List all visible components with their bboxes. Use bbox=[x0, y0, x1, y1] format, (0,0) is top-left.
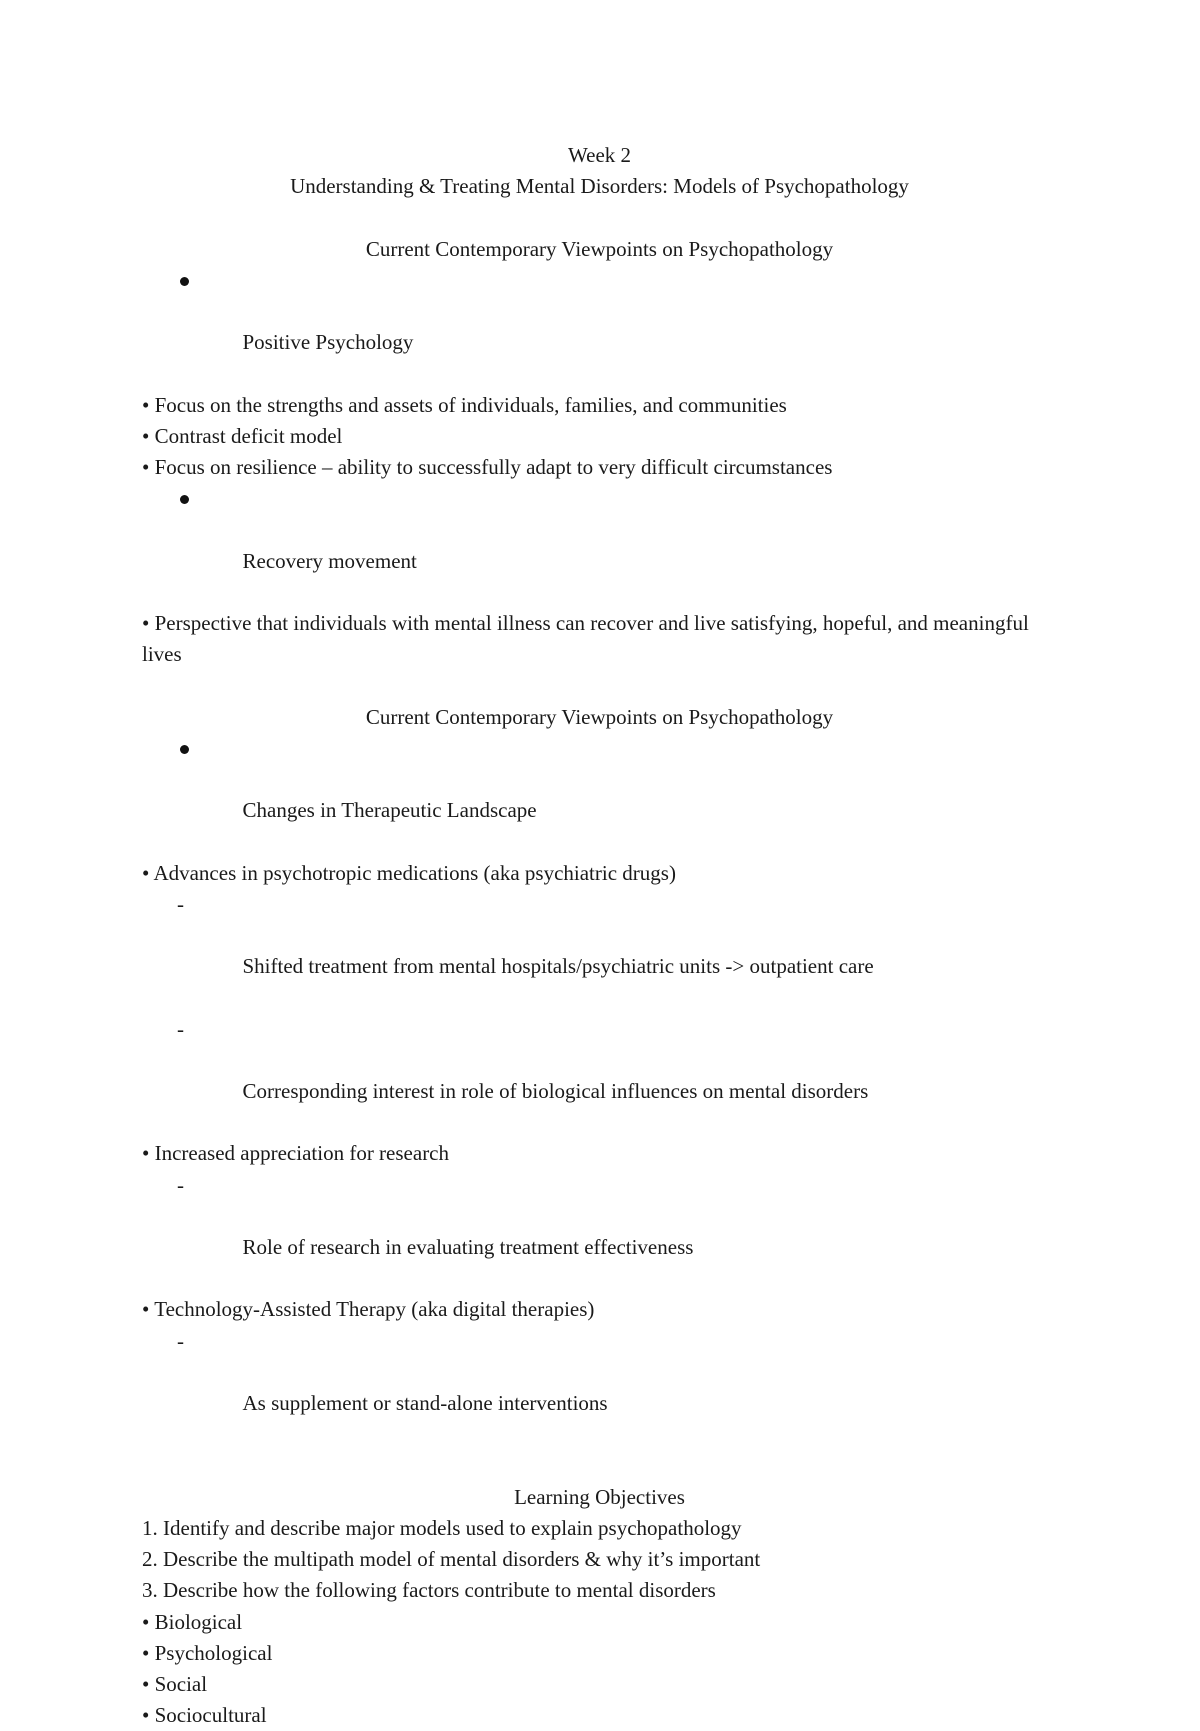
bullet-item bbox=[142, 265, 1057, 390]
sub-item-text: Shifted treatment from mental hospitals/psychiatric units -> outpatient care bbox=[242, 954, 874, 979]
bullet-dot-icon bbox=[180, 277, 189, 286]
objective-line: 2. Describe the multipath model of mental disorders & why it’s important bbox=[142, 1547, 761, 1572]
list-line: • Advances in psychotropic medications (aka psychiatric drugs) bbox=[142, 860, 676, 885]
section-heading: Current Contemporary Viewpoints on Psychopathology bbox=[365, 704, 834, 729]
objective-line: 3. Describe how the following factors contribute to mental disorders bbox=[142, 1578, 716, 1603]
factor-line: • Social bbox=[142, 1671, 208, 1696]
sub-item-text: As supplement or stand-alone interventions bbox=[242, 1391, 608, 1416]
factor-line: • Sociocultural bbox=[142, 1703, 267, 1728]
spacer bbox=[142, 202, 1057, 233]
sub-item bbox=[142, 1014, 1057, 1139]
factor-line: • Psychological bbox=[142, 1640, 273, 1665]
bullet-item bbox=[142, 483, 1057, 608]
list-line: • Increased appreciation for research bbox=[142, 1141, 450, 1166]
spacer bbox=[142, 670, 1057, 701]
sub-item bbox=[142, 1326, 1057, 1451]
sub-item-text: Role of research in evaluating treatment effectiveness bbox=[242, 1235, 694, 1260]
document-body bbox=[142, 140, 1057, 1731]
list-line: • Technology-Assisted Therapy (aka digital therapies) bbox=[142, 1297, 595, 1322]
dash-bullet-icon: - bbox=[177, 1328, 184, 1353]
dash-bullet-icon: - bbox=[177, 1172, 184, 1197]
dash-bullet-icon: - bbox=[177, 1016, 184, 1041]
list-line: • Focus on resilience – ability to successfully adapt to very difficult circumstances bbox=[142, 455, 833, 480]
bullet-dot-icon bbox=[180, 745, 189, 754]
sub-item bbox=[142, 889, 1057, 1014]
section-heading: Learning Objectives bbox=[514, 1484, 685, 1509]
list-line: • Focus on the strengths and assets of individuals, families, and communities bbox=[142, 392, 787, 417]
factor-line: • Biological bbox=[142, 1609, 243, 1634]
objective-line: 1. Identify and describe major models used to explain psychopathology bbox=[142, 1515, 742, 1540]
list-line: • Perspective that individuals with mental illness can recover and live satisfying, hopeful, and meaningful lives bbox=[142, 611, 1029, 667]
bullet-item-text: Recovery movement bbox=[242, 548, 417, 573]
doc-subtitle: Understanding & Treating Mental Disorders: Models of Psychopathology bbox=[290, 174, 909, 199]
list-line: • Contrast deficit model bbox=[142, 423, 343, 448]
doc-title: Week 2 bbox=[567, 143, 632, 167]
bullet-item-text: Positive Psychology bbox=[242, 330, 414, 355]
bullet-dot-icon bbox=[180, 495, 189, 504]
sub-item-text: Corresponding interest in role of biological influences on mental disorders bbox=[242, 1079, 869, 1104]
bullet-item-text: Changes in Therapeutic Landscape bbox=[242, 798, 537, 823]
sub-item bbox=[142, 1170, 1057, 1295]
dash-bullet-icon: - bbox=[177, 891, 184, 916]
bullet-item bbox=[142, 733, 1057, 858]
spacer bbox=[142, 1451, 1057, 1482]
section-heading: Current Contemporary Viewpoints on Psychopathology bbox=[365, 236, 834, 261]
